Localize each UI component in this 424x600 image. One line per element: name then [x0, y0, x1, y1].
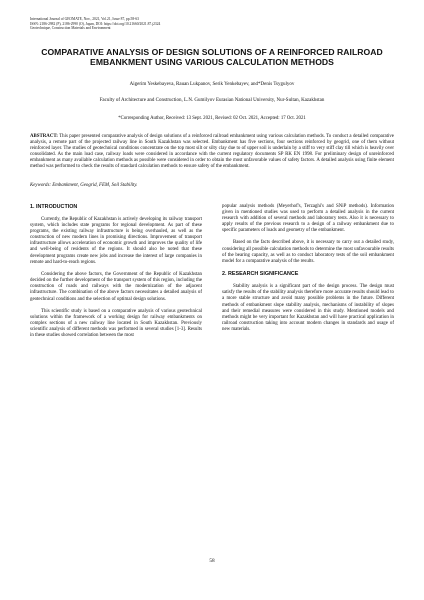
section-heading-introduction: 1. INTRODUCTION	[30, 203, 78, 210]
left-column	[30, 204, 202, 346]
correspondence-dates: *Corresponding Author, Received: 13 Sept. 2021, Revised: 02 Oct. 2021, Accepted: 17 Oct. 2021	[118, 115, 306, 121]
intro-paragraph-4: popular analysis methods (Meyerhof's, Terzaghi's and SNiP methods). Information given in mentioned studies was used to perform a detailed analysis in the current research with addition of several methods and laboratory tests. Also it is necessary to apply results of the previous research to a design of a railway embankment due to specific parameters of loads and geometry of the embankment.	[222, 203, 394, 234]
abstract-text: This paper presented comparative analysis of design solutions of a reinforced railroad embankment using various calculation methods. To conduct a detailed comparative analysis, a remote part of the projected railway line in South Kazakhstan was selected. Embankment has five sections, four sections reinforced by geogrid, one of them without reinforced layer. The studies of geotechnical conditions concentrate on the top most silt or silty clay due to of upper soil is underlain by a stiff to very stiff clay till which is heavily over consolidated. As the main load case, railway loads were considered in accordance with the current regulatory documents SP RK EN 1998. For preliminary design of unreinforced embankment as many available calculation methods as possible were considered in order to obtain the most unfavorable values of safety factors. A detailed analysis using finite element method was performed to check the results of standard calculation methods to ensure safety of the embankment.	[30, 133, 394, 170]
intro-paragraph-1: Currently, the Republic of Kazakhstan is actively developing its railway transport system, which includes state programs for regional development. As part of these programs, the existing railway infrastructure is being overhauled, as well as the construction of new modern lines in promising directions. Improvement of transport infrastructure allows acceleration of economic growth and improves the quality of life and well-being of residents of the regions. It should also be noted that these development programs create new jobs and increase the interest of large companies in remote and hard-to-reach regions.	[30, 216, 202, 265]
abstract	[30, 134, 394, 171]
section-heading-research-significance: 2. RESEARCH SIGNIFICANCE	[222, 271, 299, 278]
intro-paragraph-3: This scientific study is based on a comparative analysis of various geotechnical solutions within the framework of a working design for railway embankments on complex sections of a new railway line located in South Kazakhstan. Previously scientific analysis of different methods was performed in several studies [1-3]. Results in these studies showed correlation between the most	[30, 308, 202, 339]
masthead-journal-line: International Journal of GEOMATE, Nov., 2021, Vol.21, Issue 87, pp.58-63	[30, 17, 139, 21]
masthead-issn-line: ISSN: 2186-2982 (P), 2186-2990 (O), Japan, DOI: https://doi.org/10.21660/2021.87.j2324	[30, 21, 161, 26]
intro-paragraph-2: Considering the above factors, the Government of the Republic of Kazakhstan decided on the further development of the transport system of this region, including the construction of roads and railways with the modernization of the adjacent infrastructure. The combination of the above factors necessitates a detailed analysis of geotechnical conditions and the selection of optimal design solutions.	[30, 271, 202, 302]
abstract-label: ABSTRACT:	[30, 133, 58, 139]
body-columns	[30, 204, 394, 346]
right-column	[222, 204, 394, 346]
paper-title: COMPARATIVE ANALYSIS OF DESIGN SOLUTIONS OF A REINFORCED RAILROAD EMBANKMENT USING VARIOUS CALCULATION METHODS	[41, 46, 383, 67]
keywords: Keywords: Embankment, Geogrid, FEM, Soil Stability.	[30, 182, 138, 188]
masthead-section-line: Geotechnique, Construction Materials and Environment	[30, 26, 111, 30]
research-paragraph-1: Stability analysis is a significant part of the design process. The design must satisfy the results of the stability analysis therefore more accurate results should lead to a more stable structure and avoid many possible problems in the future. Different methods of embankment slope stability analysis, mechanisms of instability of slopes and their remedial measures were considered in this study. Mentioned models and methods might be very important for Kazakhstan and will have practical application in railroad construction taking into account modern changes in standards and usage of new materials.	[222, 284, 394, 333]
author-list: Aigerim Yeskebayeva, Rauan Lukpanov, Serik Yenkebayev, and*Denis Tsygulyov	[129, 81, 295, 87]
page-number: 58	[209, 558, 215, 564]
intro-paragraph-5: Based on the facts described above, it is necessary to carry out a detailed study, considering all possible calculation methods to determine the most unfavourable results of the bearing capacity, as well as to conduct laboratory tests of the soil embankment model for a comparative analysis of the results.	[222, 240, 394, 264]
affiliation: Faculty of Architecture and Construction, L.N. Gumilyov Eurasian National University, Nur-Sultan, Kazakhstan	[99, 97, 325, 103]
journal-masthead	[30, 17, 394, 31]
